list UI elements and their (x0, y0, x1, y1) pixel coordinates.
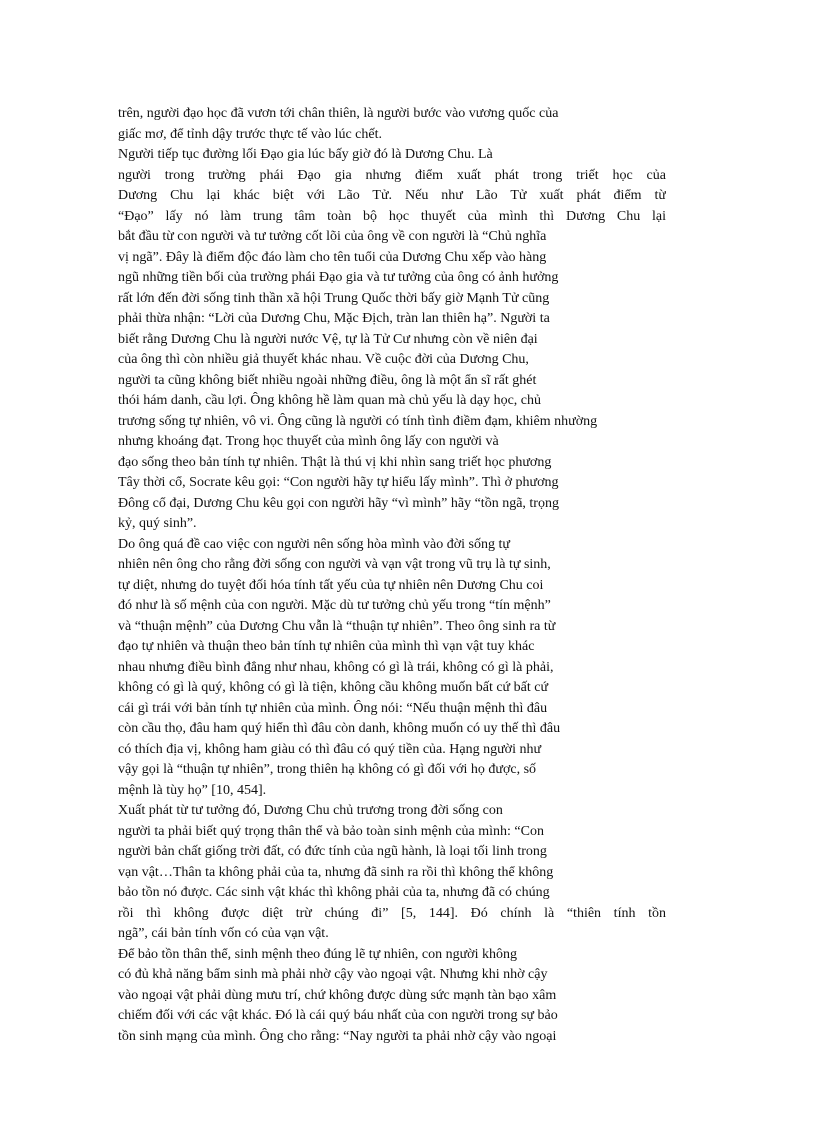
text-line: thói hám danh, cầu lợi. Ông không hề làm quan mà chủ yếu là dạy học, chủ (118, 393, 542, 408)
text-line: của ông thì còn nhiều giả thuyết khác nhau. Về cuộc đời của Dương Chu, (118, 352, 529, 367)
text-line: cái gì trái với bản tính tự nhiên của mình. Ông nói: “Nếu thuận mệnh thì đâu (118, 700, 548, 716)
text-line: tồn sinh mạng của mình. Ông cho rằng: “Nay người ta phải nhờ cậy vào ngoại (118, 1028, 557, 1044)
text-line: “Đạo” lấy nó làm trung tâm toàn bộ học thuyết của mình thì Dương Chu lại (118, 208, 666, 224)
text-line: nhau nhưng điều bình đẳng như nhau, không có gì là trái, không có gì là phải, (118, 659, 554, 675)
text-line: ngã”, cái bản tính vốn có của vạn vật. (118, 926, 329, 941)
document-page (118, 104, 666, 1047)
text-line: có thích địa vị, không ham giàu có thì đâu có quý tiền của. Hạng người như (118, 741, 542, 757)
text-line: nhiên nên ông cho rằng đời sống con người và vạn vật trong vũ trụ là tự sinh, (118, 557, 551, 572)
text-line: không có gì là quý, không có gì là tiện, không cầu không muốn bất cứ bất cứ (118, 680, 549, 695)
text-line: kỷ, quý sinh”. (118, 516, 197, 531)
text-line: đạo sống theo bản tính tự nhiên. Thật là thú vị khi nhìn sang triết học phương (118, 454, 552, 470)
text-line: giấc mơ, để tỉnh dậy trước thực tế vào lúc chết. (118, 126, 383, 142)
text-line: biết rằng Dương Chu là người nước Vệ, tự là Tử Cư nhưng còn về niên đại (118, 331, 538, 347)
text-line: trương sống tự nhiên, vô vi. Ông cũng là người có tính tình điềm đạm, khiêm nhường (118, 413, 598, 429)
text-line: tự diệt, nhưng do tuyệt đối hóa tính tất yếu của tự nhiên nên Dương Chu coi (118, 577, 544, 593)
text-line: vào ngoại vật phải dùng mưu trí, chứ không được dùng sức mạnh tàn bạo xâm (118, 987, 557, 1003)
text-line: người ta phải biết quý trọng thân thể và bảo toàn sinh mệnh của mình: “Con (118, 823, 544, 839)
text-line: bảo tồn nó được. Các sinh vật khác thì không phải của ta, nhưng đã có chúng (118, 885, 550, 900)
text-line: Do ông quá đề cao việc con người nên sống hòa mình vào đời sống tự (118, 536, 510, 552)
text-line: mệnh là tùy họ” [10, 454]. (118, 782, 267, 798)
text-line: rồi thì không được diệt trừ chúng đi” [5, 144]. Đó chính là “thiên tính tồn (118, 905, 666, 921)
text-line: trên, người đạo học đã vươn tới chân thiên, là người bước vào vương quốc của (118, 106, 559, 121)
text-line: vậy gọi là “thuận tự nhiên”, trong thiên hạ không có gì đối với họ được, số (118, 762, 537, 777)
text-line: bắt đầu từ con người và tư tưởng cốt lõi của ông về con người là “Chủ nghĩa (118, 229, 547, 244)
text-line: có đủ khả năng bẩm sinh mà phải nhờ cậy vào ngoại vật. Nhưng khi nhờ cậy (118, 967, 548, 982)
text-line: vị ngã”. Đây là điểm độc đáo làm cho tên tuổi của Dương Chu xếp vào hàng (118, 249, 547, 265)
text-line: Dương Chu lại khác biệt với Lão Tử. Nếu như Lão Tử xuất phát điểm từ (118, 188, 666, 203)
text-line: người ta cũng không biết nhiều ngoài những điều, ông là một ẩn sĩ rất ghét (118, 372, 537, 388)
text-line: Tây thời cổ, Socrate kêu gọi: “Con người hãy tự hiểu lấy mình”. Thì ở phương (118, 475, 559, 490)
text-line: Xuất phát từ tư tưởng đó, Dương Chu chủ trương trong đời sống con (118, 803, 503, 818)
text-line: Người tiếp tục đường lối Đạo gia lúc bấy giờ đó là Dương Chu. Là (118, 147, 493, 162)
text-line: rất lớn đến đời sống tinh thần xã hội Trung Quốc thời bấy giờ Mạnh Tử cũng (118, 290, 550, 306)
text-line: vạn vật…Thân ta không phải của ta, nhưng đã sinh ra rồi thì không thể không (118, 864, 554, 880)
text-line: người bản chất giống trời đất, có đức tính của ngũ hành, là loại tối linh trong (118, 844, 547, 859)
text-line: còn cầu thọ, đâu ham quý hiển thì đâu còn danh, không muốn có uy thế thì đâu (118, 721, 561, 736)
text-line: phải thừa nhận: “Lời của Dương Chu, Mặc Địch, tràn lan thiên hạ”. Người ta (118, 311, 550, 326)
text-line: chiếm đối với các vật khác. Đó là cái quý báu nhất của con người trong sự bảo (118, 1008, 558, 1023)
text-line: đó như là số mệnh của con người. Mặc dù tư tưởng chủ yếu trong “tín mệnh” (118, 598, 551, 613)
text-line: Đông cổ đại, Dương Chu kêu gọi con người hãy “vì mình” hãy “tồn ngã, trọng (118, 495, 559, 511)
text-line: và “thuận mệnh” của Dương Chu vẫn là “thuận tự nhiên”. Theo ông sinh ra từ (118, 618, 556, 634)
text-line: Để bảo tồn thân thể, sinh mệnh theo đúng lẽ tự nhiên, con người không (118, 946, 517, 962)
text-line: ngũ những tiền bối của trường phái Đạo gia và tư tưởng của ông có ảnh hưởng (118, 270, 559, 285)
text-line: nhưng khoáng đạt. Trong học thuyết của mình ông lấy con người và (118, 434, 499, 449)
text-line: đạo tự nhiên và thuận theo bản tính tự nhiên của mình thì vạn vật tuy khác (118, 639, 535, 654)
text-line: người trong trường phái Đạo gia nhưng điểm xuất phát trong triết học của (118, 167, 666, 183)
